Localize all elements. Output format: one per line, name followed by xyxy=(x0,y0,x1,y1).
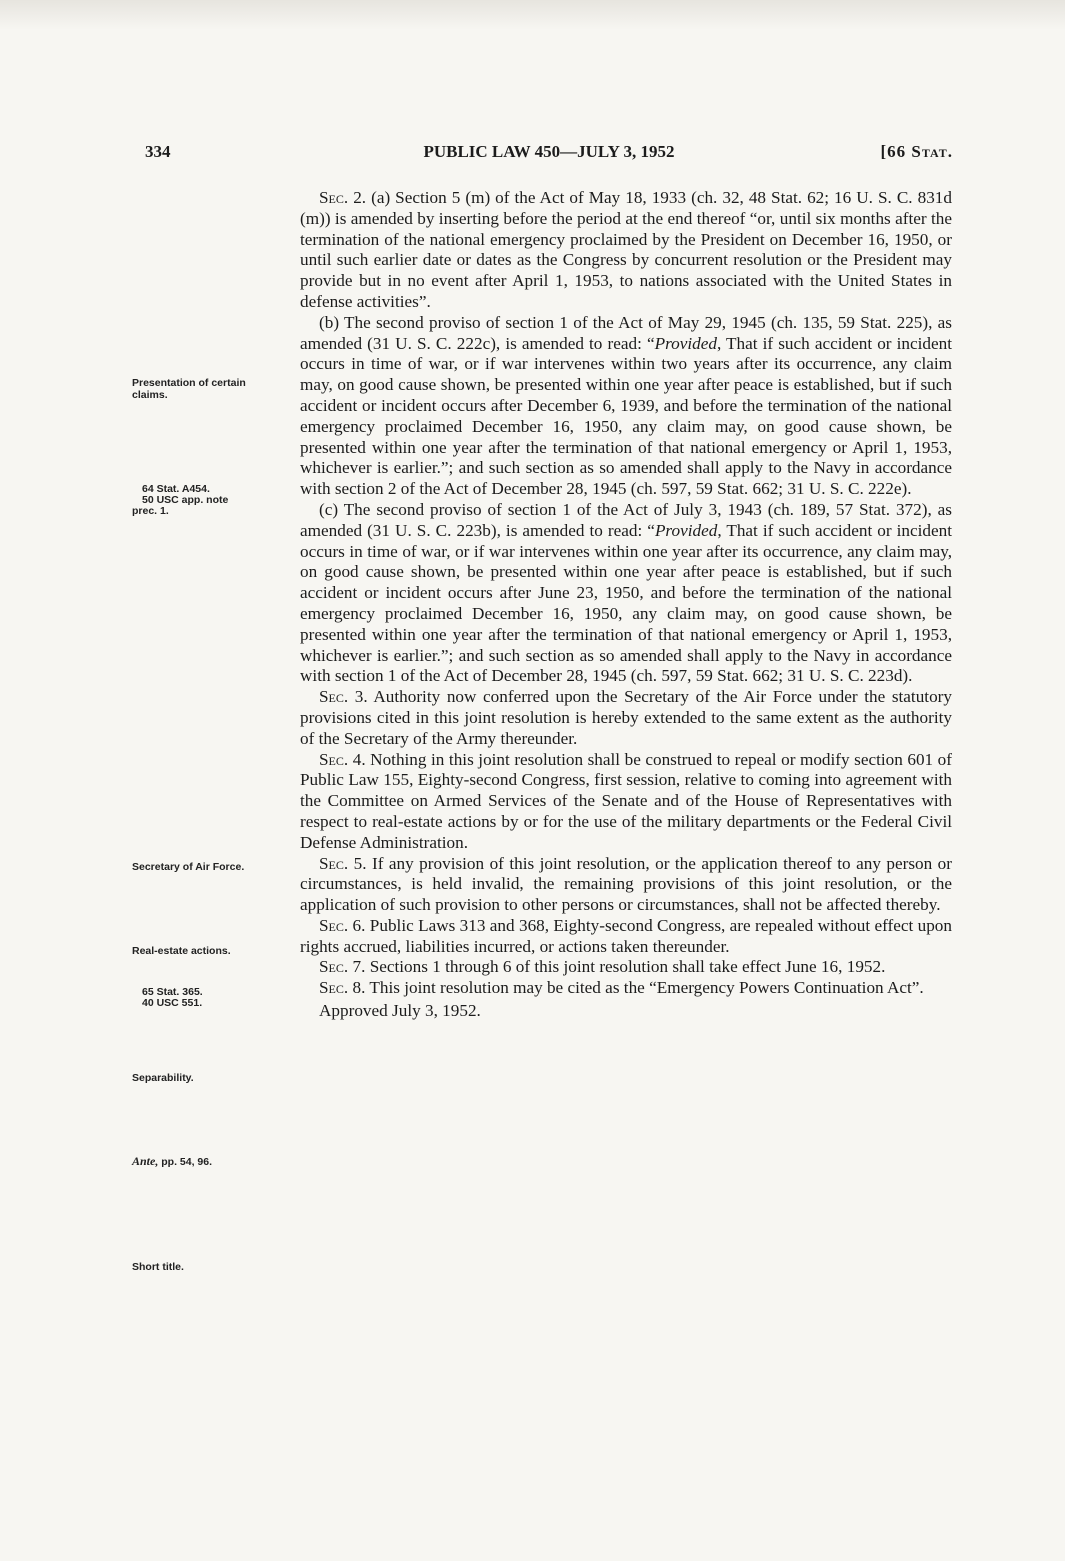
section-7-text: Sections 1 through 6 of this joint resolution shall take effect June 16, 1952. xyxy=(365,957,886,977)
margin-note-stat-365: 65 Stat. 365. xyxy=(142,986,203,998)
margin-note-usc-app-note: 50 USC app. note xyxy=(142,494,229,506)
section-5-text: If any provision of this joint resolution, or the application thereof to any person or circumstances, is held invalid, the remaining provisions of this joint resolution, or the application of such provision to other persons or circumstances, shall not be affected thereby. xyxy=(300,853,952,915)
section-2b-provided: Provided xyxy=(654,333,717,353)
margin-note-stat-a454: 64 Stat. A454. xyxy=(142,483,210,495)
section-2c-lead: (c) The second proviso of section 1 of the Act of July 3, 1943 (ch. 189, 57 Stat. 372), as amended (31 U. S. C. 223b), is amended to read: “ xyxy=(300,499,952,540)
section-2c-text: , That if such accident or incident occurs in time of war, or if war intervenes within one year after its occurrence, any claim may, on good cause shown, be presented within one year after peace is established, but if such accident or incident occurs after June 23, 1950, and before the termination of the national emergency proclaimed December 16, 1950, any claim may, on good cause shown, be presented within one year after the termination of that national emergency or April 1, 1953, whichever is earlier.”; and such section as so amended shall apply to the Navy in accordance with section 1 of the Act of December 28, 1945 (ch. 597, 59 Stat. 662; 31 U. S. C. 223d). xyxy=(300,520,952,686)
section-2a xyxy=(300,188,952,313)
margin-note-separability: Separability. xyxy=(132,1072,194,1084)
section-3 xyxy=(300,687,952,749)
section-4 xyxy=(300,750,952,854)
section-3-label: Sec. 3. xyxy=(319,687,368,707)
section-4-label: Sec. 4. xyxy=(319,749,366,769)
margin-note-short-title: Short title. xyxy=(132,1261,184,1273)
margin-note-ante xyxy=(132,1156,282,1169)
margin-note-prec-1: prec. 1. xyxy=(132,505,169,517)
statute-reference-prefix: [66 xyxy=(880,142,912,161)
section-3-text: Authority now conferred upon the Secretary of the Air Force under the statutory provisions cited in this joint resolution is hereby extended to the same extent as the authority of the Secretary of the Army thereunder. xyxy=(300,687,952,748)
section-2c-provided: Provided xyxy=(654,520,718,540)
statute-reference-word: Stat. xyxy=(911,142,953,161)
page-header xyxy=(145,142,953,166)
section-6 xyxy=(300,916,952,958)
section-8 xyxy=(300,978,952,999)
page-number: 334 xyxy=(145,142,171,161)
section-2c xyxy=(300,500,952,687)
running-title: PUBLIC LAW 450—JULY 3, 1952 xyxy=(423,142,675,161)
margin-note-ante-pages: pp. 54, 96. xyxy=(158,1156,213,1168)
section-2b-lead: (b) The second proviso of section 1 of the Act of May 29, 1945 (ch. 135, 59 Stat. 225), as amended (31 U. S. C. 222c), is amended to read: “ xyxy=(300,312,952,353)
section-5-label: Sec. 5. xyxy=(319,853,367,873)
section-7 xyxy=(300,957,952,978)
section-8-text: This joint resolution may be cited as the “Emergency Powers Continuation Act”. xyxy=(365,978,924,998)
margin-note-presentation-claims: Presentation of certain claims. xyxy=(132,377,246,401)
section-6-text: Public Laws 313 and 368, Eighty-second Congress, are repealed without effect upon rights accrued, liabilities incurred, or actions taken thereunder. xyxy=(300,915,952,956)
margin-note-secretary-air-force: Secretary of Air Force. xyxy=(132,861,245,873)
margin-note-ante-word: Ante, xyxy=(132,1154,159,1168)
section-6-label: Sec. 6. xyxy=(319,915,366,935)
section-2b xyxy=(300,313,952,500)
section-7-label: Sec. 7. xyxy=(319,957,366,977)
section-4-text: Nothing in this joint resolution shall be construed to repeal or modify section 601 of Public Law 155, Eighty-second Congress, first session, relative to coming into agreement with the Committee on Armed Services of the Senate and of the House of Representatives with respect to real-estate actions by or for the use of the military departments or the Federal Civil Defense Administration. xyxy=(300,749,952,852)
section-2-label: Sec. 2. xyxy=(319,188,367,207)
law-body-text xyxy=(300,188,952,1022)
statute-reference xyxy=(880,142,953,162)
section-2b-text: , That if such accident or incident occurs in time of war, or if war intervenes within two years after its occurrence, any claim may, on good cause shown, be presented within one year after peace is established, but if such accident or incident occurs after December 6, 1939, and before the termination of the national emergency proclaimed December 16, 1950, any claim may, on good cause shown, be presented within one year after the termination of that national emergency or April 1, 1953, whichever is earlier.”; and such section as so amended shall apply to the Navy in accordance with section 2 of the Act of December 28, 1945 (ch. 597, 59 Stat. 662; 31 U. S. C. 222e). xyxy=(300,333,952,499)
approved-date: Approved July 3, 1952. xyxy=(319,1001,481,1021)
margin-note-usc-551: 40 USC 551. xyxy=(142,997,203,1009)
section-5 xyxy=(300,854,952,916)
margin-note-real-estate-actions: Real-estate actions. xyxy=(132,945,231,957)
section-2a-text: (a) Section 5 (m) of the Act of May 18, 1933 (ch. 32, 48 Stat. 62; 16 U. S. C. 831d (m)) is amended by inserting before the period at the end thereof “or, until six months after the termination of the national emergency proclaimed by the President on December 16, 1950, or until such earlier date or dates as the Congress by concurrent resolution or the President may provide but in no event after April 1, 1953, to nations associated with the United States in defense activities”. xyxy=(300,188,952,311)
section-8-label: Sec. 8. xyxy=(319,978,366,998)
page-top-shading xyxy=(0,0,1065,30)
